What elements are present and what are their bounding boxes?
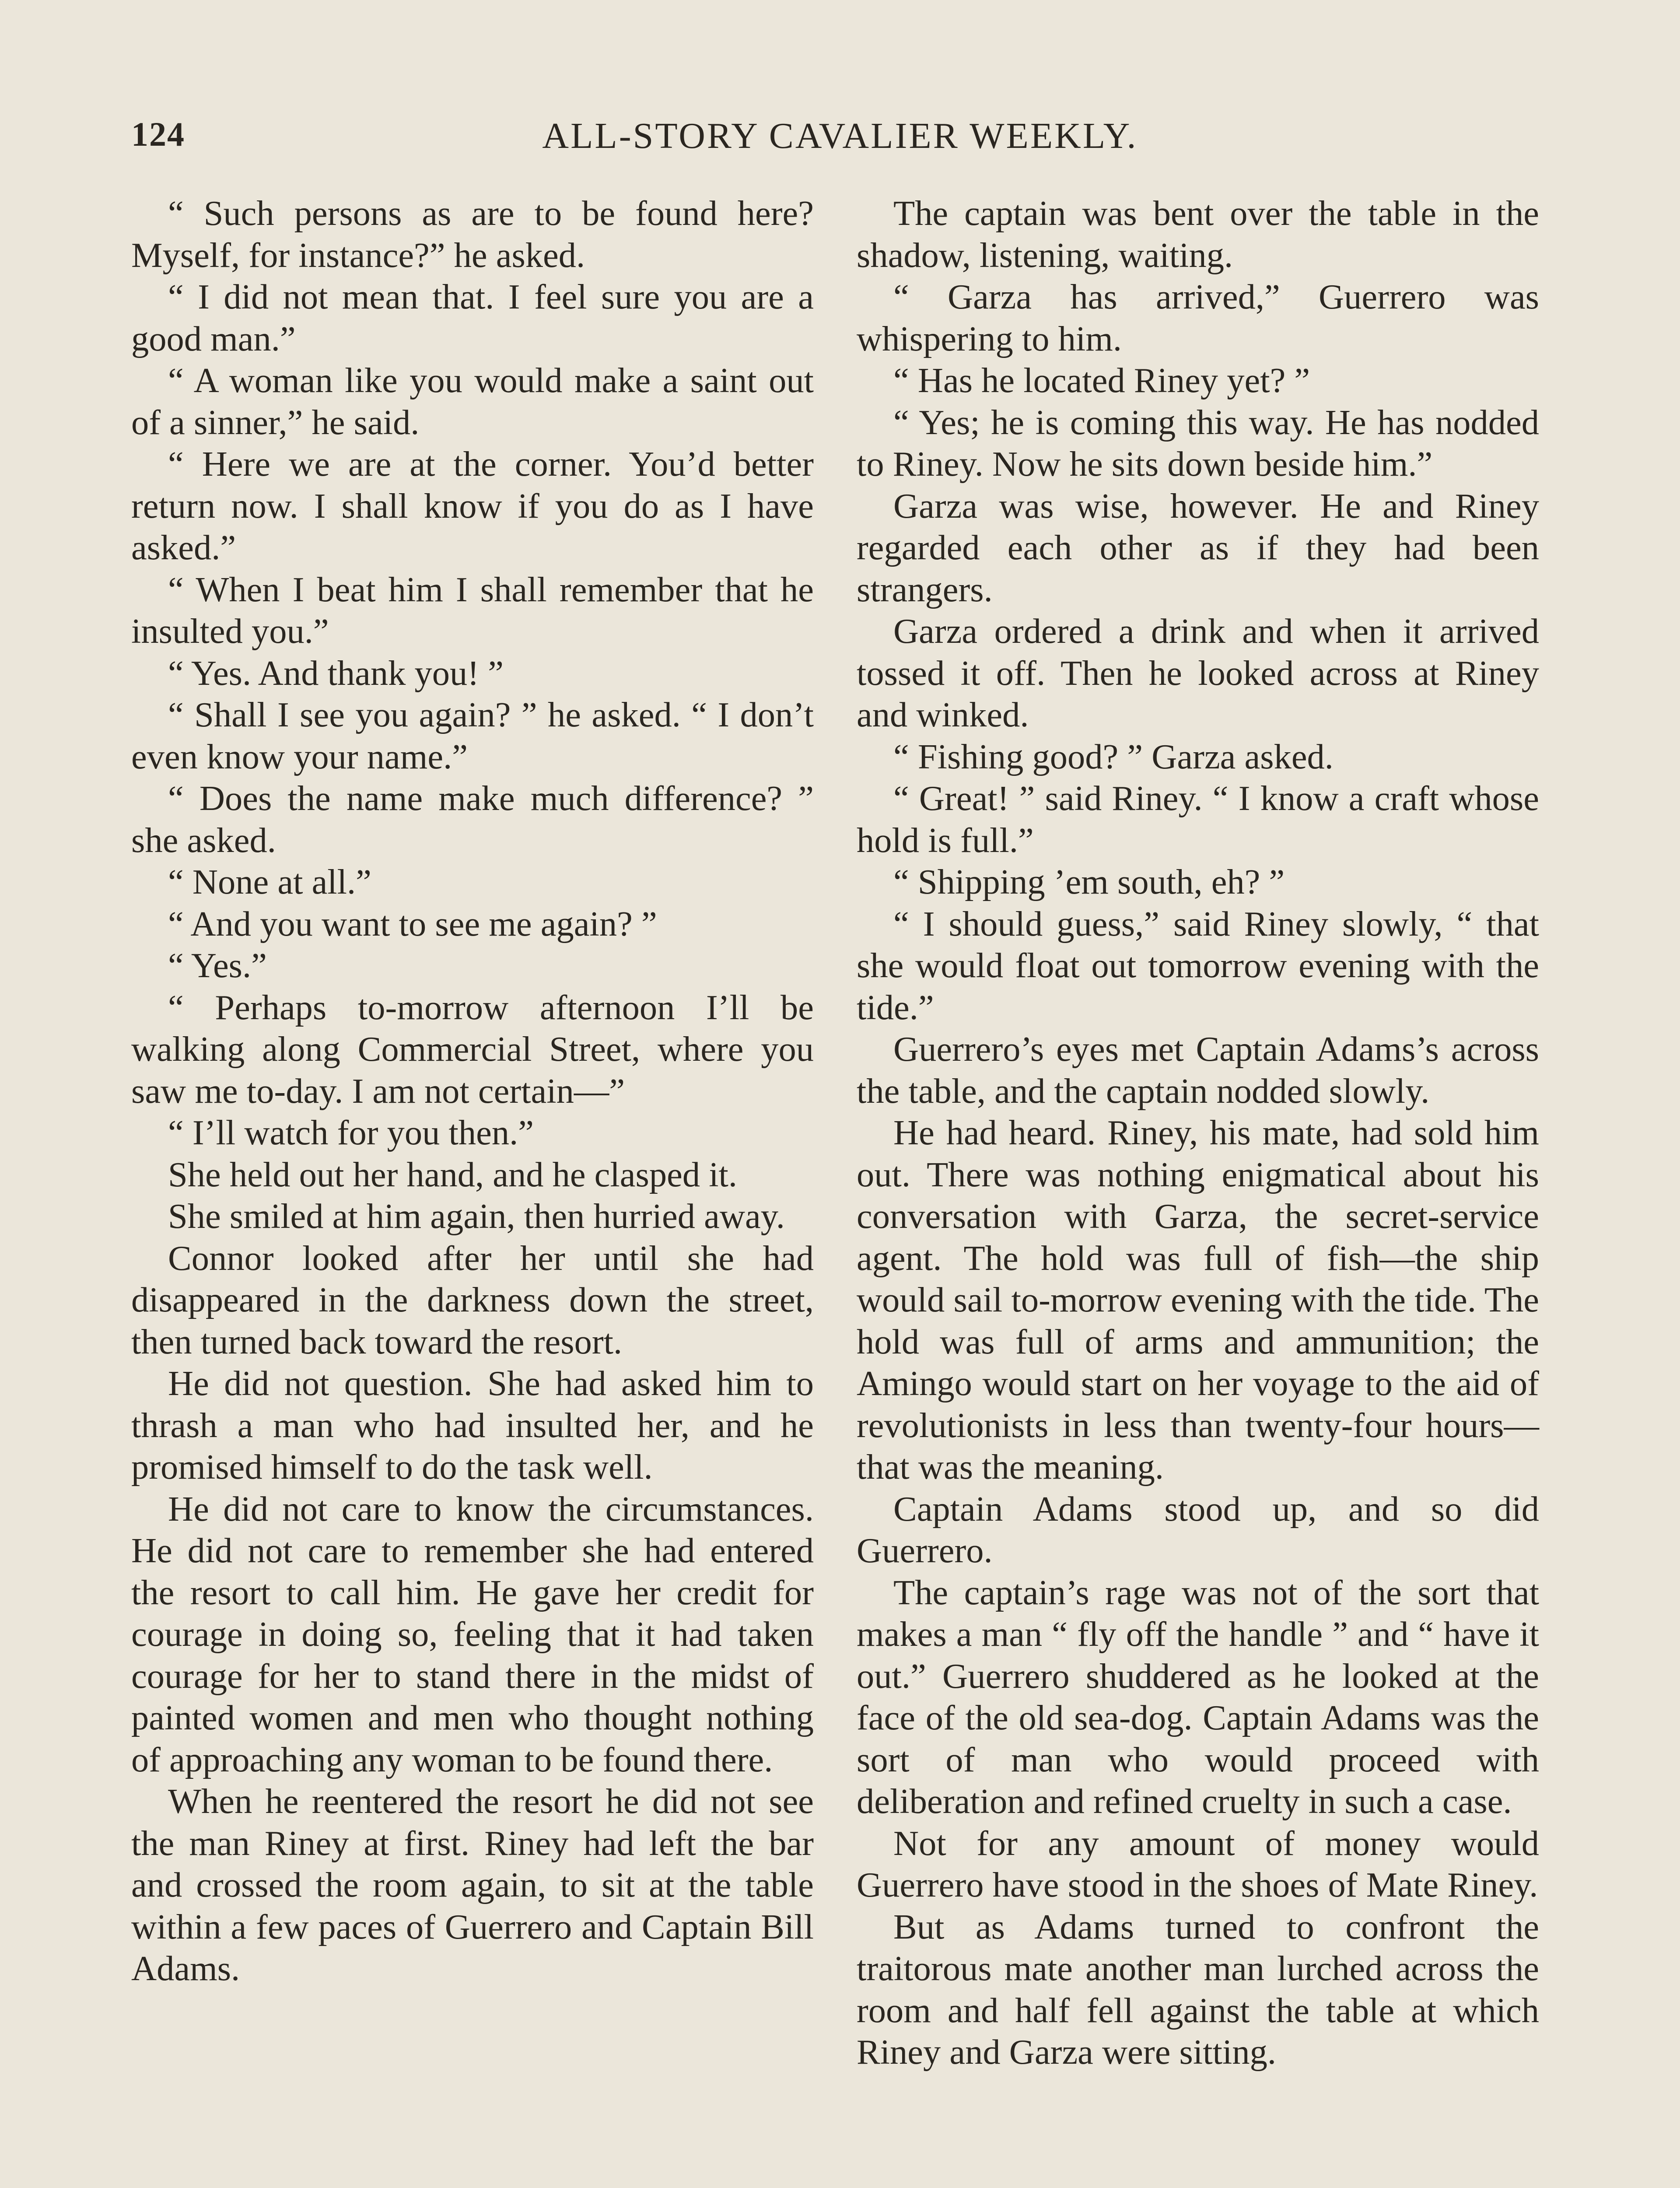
paragraph: “ A woman like you would make a saint out of a sinner,” he said. [131,361,814,442]
paragraph: “ Does the name make much difference? ” she asked. [131,779,814,860]
page-number: 124 [131,115,185,153]
paragraph: “ Garza has arrived,” Guerrero was whispering to him. [857,277,1539,358]
right-column [857,193,1539,2073]
paragraph: She held out her hand, and he clasped it. [168,1155,738,1194]
paragraph: The captain was bent over the table in the shadow, listening, waiting. [857,194,1539,275]
paragraph: “ Yes. And thank you! ” [168,653,504,693]
paragraph: Guerrero’s eyes met Captain Adams’s across the table, and the captain nodded slowly. [857,1030,1539,1111]
paragraph: “ Yes.” [168,946,267,985]
paragraph: “ None at all.” [168,863,371,901]
paragraph: “ Has he located Riney yet? ” [893,361,1310,400]
paragraph: He had heard. Riney, his mate, had sold him out. There was nothing enigmatical about his conversation with Garza, the secret-service agent. The hold was full of fish—the ship would sail to-morrow evening with the tide. The hold was full of arms and ammunition; the Amingo would start on her voyage to the aid of revolutionists in less than twenty-four hours—that was the meaning. [857,1113,1539,1487]
paragraph: “ When I beat him I shall remember that he insulted you.” [131,570,814,651]
paragraph: “ I’ll watch for you then.” [168,1113,534,1152]
paragraph: “ And you want to see me again? ” [168,904,657,943]
paragraph: “ Such persons as are to be found here? Myself, for instance?” he asked. [131,194,814,275]
paragraph: “ Yes; he is coming this way. He has nodded to Riney. Now he sits down beside him.” [857,403,1539,484]
paragraph: “ Shipping ’em south, eh? ” [893,863,1285,901]
paragraph: “ Shall I see you again? ” he asked. “ I don’t even know your name.” [131,695,814,776]
paragraph: “ Here we are at the corner. You’d better return now. I shall know if you do as I have asked.” [131,445,814,567]
paragraph: “ Great! ” said Riney. “ I know a craft whose hold is full.” [857,779,1539,860]
paragraph: Not for any amount of money would Guerrero have stood in the shoes of Mate Riney. [857,1823,1539,1904]
paragraph: Connor looked after her until she had disappeared in the darkness down the street, then turned back toward the resort. [131,1238,814,1361]
left-column [131,193,814,1990]
paragraph: “ I did not mean that. I feel sure you are a good man.” [131,277,814,358]
paragraph: When he reentered the resort he did not see the man Riney at first. Riney had left the bar and crossed the room again, to sit at the table within a few paces of Guerrero and Captain Bill Adams. [131,1782,814,1988]
paragraph: The captain’s rage was not of the sort that makes a man “ fly off the handle ” and “ have it out.” Guerrero shuddered as he looked at the face of the old sea-dog. Captain Adams was the sort of man who would proceed with deliberation and refined cruelty in such a case. [857,1573,1539,1821]
paragraph: “ I should guess,” said Riney slowly, “ that she would float out tomorrow evening with the tide.” [857,904,1539,1027]
paragraph: He did not care to know the circumstances. He did not care to remember she had entered the resort to call him. He gave her credit for courage in doing so, feeling that it had taken courage for her to stand there in the midst of painted women and men who thought nothing of approaching any woman to be found there. [131,1489,814,1779]
paragraph: She smiled at him again, then hurried away. [168,1197,785,1236]
paragraph: But as Adams turned to confront the traitorous mate another man lurched across the room and half fell against the table at which Riney and Garza were sitting. [857,1907,1539,2072]
paragraph: Garza ordered a drink and when it arrived tossed it off. Then he looked across at Riney and winked. [857,612,1539,734]
paragraph: He did not question. She had asked him to thrash a man who had insulted her, and he promised himself to do the task well. [131,1364,814,1487]
paragraph: Garza was wise, however. He and Riney regarded each other as if they had been strangers. [857,486,1539,609]
paragraph: “ Perhaps to-morrow afternoon I’ll be walking along Commercial Street, where you saw me to-day. I am not certain—” [131,988,814,1111]
paragraph: “ Fishing good? ” Garza asked. [893,737,1334,776]
running-head: ALL-STORY CAVALIER WEEKLY. [542,116,1138,156]
paragraph: Captain Adams stood up, and so did Guerrero. [857,1489,1539,1570]
